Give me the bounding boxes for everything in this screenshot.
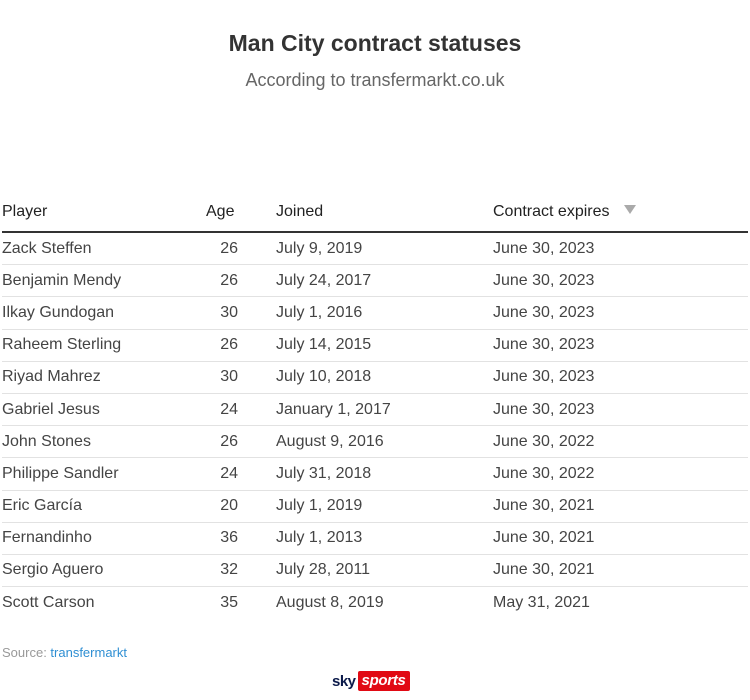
column-header-label: Contract expires (493, 203, 610, 220)
age-cell: 20 (202, 490, 276, 522)
age-cell: 30 (202, 361, 276, 393)
age-cell: 26 (202, 232, 276, 265)
expires-cell: June 30, 2021 (493, 554, 748, 586)
sky-sports-logo (332, 671, 410, 691)
age-cell: 24 (202, 458, 276, 490)
table-row (2, 426, 748, 458)
expires-cell: June 30, 2023 (493, 361, 748, 393)
expires-cell: June 30, 2023 (493, 232, 748, 265)
contracts-table (2, 193, 748, 618)
source-link[interactable]: transfermarkt (50, 645, 127, 660)
age-cell: 35 (220, 593, 238, 611)
expires-cell: June 30, 2021 (493, 522, 748, 554)
joined-cell: July 9, 2019 (276, 232, 493, 265)
table-row (2, 361, 748, 393)
joined-cell: July 14, 2015 (276, 329, 493, 361)
table-row (2, 297, 748, 329)
player-cell: Ilkay Gundogan (2, 297, 202, 329)
expires-cell: June 30, 2023 (493, 329, 748, 361)
age-cell: 26 (202, 426, 276, 458)
age-cell: 30 (202, 297, 276, 329)
player-cell: John Stones (2, 426, 202, 458)
age-cell: 26 (202, 329, 276, 361)
logo-sky-text: sky (332, 672, 356, 690)
joined-cell: July 10, 2018 (276, 361, 493, 393)
logo-sports-text: sports (358, 671, 410, 691)
table-header-row (2, 193, 748, 232)
expires-cell: June 30, 2022 (493, 458, 748, 490)
table-row (2, 265, 748, 297)
joined-cell: July 31, 2018 (276, 458, 493, 490)
expires-cell: June 30, 2023 (493, 393, 748, 425)
player-cell: Scott Carson (2, 593, 95, 611)
column-header-age[interactable] (202, 193, 276, 232)
player-cell: Eric García (2, 490, 202, 522)
player-cell: Riyad Mahrez (2, 361, 202, 393)
joined-cell: July 1, 2013 (276, 522, 493, 554)
table-row (2, 554, 748, 586)
source-note (2, 645, 127, 660)
chart-subtitle: According to transfermarkt.co.uk (245, 70, 505, 90)
source-label: Source: (2, 645, 51, 660)
expires-cell: June 30, 2021 (493, 490, 748, 522)
expires-cell: June 30, 2023 (493, 265, 748, 297)
table-row (2, 393, 748, 425)
table-row (2, 522, 748, 554)
player-cell: Gabriel Jesus (2, 393, 202, 425)
player-cell: Sergio Aguero (2, 554, 202, 586)
chart-title: Man City contract statuses (228, 30, 522, 56)
joined-cell: August 9, 2016 (276, 426, 493, 458)
column-header-label: Age (206, 203, 235, 220)
sort-descending-icon[interactable] (624, 205, 636, 214)
table-body (2, 232, 748, 618)
expires-cell: June 30, 2023 (493, 297, 748, 329)
player-cell: Zack Steffen (2, 232, 202, 265)
age-cell: 36 (202, 522, 276, 554)
age-cell: 26 (202, 265, 276, 297)
age-cell: 24 (202, 393, 276, 425)
expires-cell: June 30, 2022 (493, 426, 748, 458)
player-cell: Fernandinho (2, 522, 202, 554)
column-header-joined[interactable] (276, 193, 493, 232)
joined-cell: July 28, 2011 (276, 554, 493, 586)
age-cell: 32 (202, 554, 276, 586)
player-cell: Raheem Sterling (2, 329, 202, 361)
column-header-player[interactable] (2, 193, 202, 232)
joined-cell: July 24, 2017 (276, 265, 493, 297)
player-cell: Benjamin Mendy (2, 265, 202, 297)
joined-cell: August 8, 2019 (276, 593, 384, 611)
column-header-label: Player (2, 203, 48, 220)
column-header-label: Joined (276, 203, 324, 220)
joined-cell: July 1, 2016 (276, 297, 493, 329)
table-row (2, 232, 748, 265)
joined-cell: July 1, 2019 (276, 490, 493, 522)
player-cell: Philippe Sandler (2, 458, 202, 490)
joined-cell: January 1, 2017 (276, 393, 493, 425)
column-header-contract-expires[interactable] (493, 193, 748, 232)
table-row (2, 329, 748, 361)
table-row (2, 490, 748, 522)
expires-cell: May 31, 2021 (493, 593, 590, 611)
table-row (2, 587, 748, 619)
table-row (2, 458, 748, 490)
